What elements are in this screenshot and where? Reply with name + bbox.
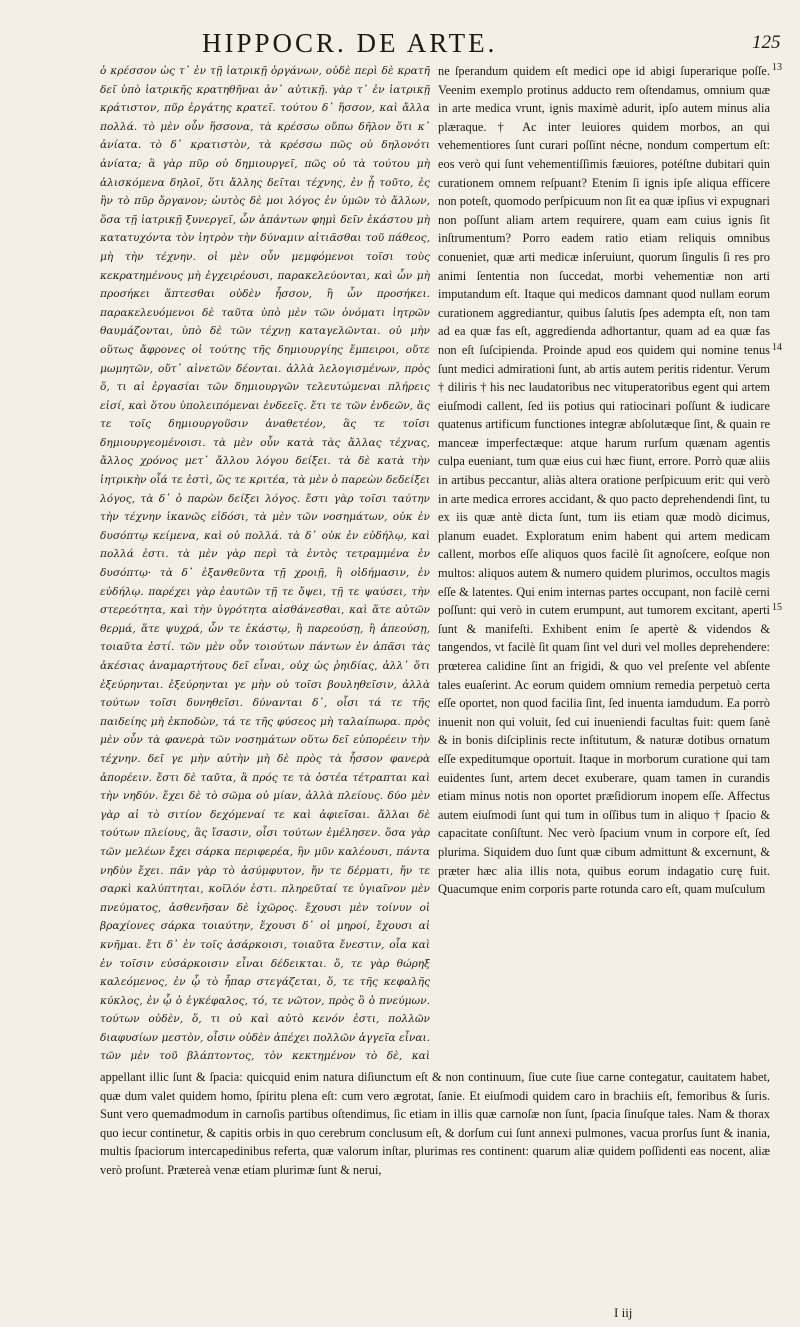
latin-text-column [438,62,770,1067]
page-header [0,22,800,62]
greek-paragraph: ὁ κρέσσον ὡς τ᾿ ἐν τῇ ἰατρικῇ ὀργάνων, οὐδὲ περὶ δὲ κρατῆ δεῖ ὑπὸ ἰατρικῆς κρατηθῆναι ἀν᾿ αὐτικῇ. γὰρ τ᾿ ἐν ἰατρικῇ κράτιστον, πῦρ ἐργάτης κρατεῖ. τούτου δ᾿ ἥσσον, καὶ ἄλλα πολλά. τὸ μὲν οὖν ἥσσονα, τὰ κρέσσω οὔπω δῆλον ὅτι κ᾿ ἀνίατα. τὸ δ᾿ κρατιστὸν, τὰ κρέσσω πῶς οὐ δηλονότι ἀνίατα; ἃ γὰρ πῦρ οὐ δημιουργεῖ, πῶς οὐ τὰ τούτου μὴ ἁλισκόμενα δηλοῖ, ὅτι ἄλλης δεῖται τέχνης, ἐν ᾗ τοῦτο, ἐς ἣν τὸ πῦρ ὄργανον; ὡυτὸς δὲ μοι λόγος ἐν ὑμῶν τὸ ἄλλων, ὅσα τῇ ἰατρικῇ ξυνεργεῖ, ὧν ἁπάντων φημὶ δεῖν ἑκάστου μὴ κατατυχόντα τὸν ἰητρὸν τὴν δύναμιν αἰτιᾶσθαι τοῦ πάθεος, μὴ τὴν τέχνην. οἱ μὲν οὖν μεμφόμενοι τοῖσι τοὺς κεκρατημένους μὴ ἐγχειρέουσι, παρακελεύονται, καὶ ὧν μὴ προσήκει ἅπτεσθαι οὐδὲν ἧσσον, ἢ ὧν προσήκει. παρακελευόμενοι δὲ ταῦτα ὑπὸ μὲν τῶν ὀνόματι ἰητρῶν θαυμάζονται, ὑπὸ δὲ τῶν τέχνῃ καταγελῶνται. οὐ μὴν οὕτως ἄφρονες οἱ τούτης τῆς δημιουργίης ἔμπειροι, οὔτε μωμητῶν, οὔτ᾿ αἰνετῶν δέονται. ἀλλὰ λελογισμένων, πρὸς ὅ, τι αἱ ἐργασίαι τῶν δημιουργῶν τελευτώμεναι πλήρεις εἰσί, καὶ ὅτου ὑπολειπόμεναι ἐνδεεῖς. ἔτι τε τῶν ἐνδεῶν, ἃς τε τοῖς δημιουργοῦσιν ἀναθετέον, ἃς τε τοῖσι δημιουργεομένοισι. τὰ μὲν οὖν κατὰ τὰς ἄλλας τέχνας, ἄλλος χρόνος μετ᾿ ἄλλου λόγου δείξει. τὰ δὲ κατὰ τὴν ἰητρικὴν οἷά τε ἐστὶ, ὥς τε κριτέα, τὰ μὲν ὁ παρεὼν δεδείξει λόγος, τὰ δ᾿ ὁ παρὼν δείξει λόγος. ἔστι γὰρ τοῖσι ταύτην τὴν τέχνην ἱκανῶς εἰδόσι, τὰ μὲν τῶν νοσημάτων, οὐκ ἐν δυσόπτῳ κείμενα, καὶ οὐ πολλά. τὰ δ᾿ οὐκ ἐν εὐδήλῳ, καὶ πολλά ἐστι. τὰ μὲν γὰρ περὶ τὰ ἐντὸς τετραμμένα ἐν δυσόπτῳ· τὰ δ᾿ ἐξανθεῦντα τῇ χροιῇ, ἢ οἰδήμασιν, ἐν εὐδήλῳ. παρέχει γὰρ ἑαυτῶν τῇ τε ὄψει, τῇ τε ψαύσει, τὴν στερεότητα, καὶ τὴν ὑγρότητα αἰσθάνεσθαι, καὶ ἅτε αὐτῶν θερμά, ἅτε ψυχρά, ὧν τε ἑκάστῳ, ἢ παρεούσῃ, ἢ ἀπεούσῃ, τοιαῦτα ἐστί. τῶν μὲν οὖν τοιούτων πάντων ἐν ἀπᾶσι τὰς ἀκέσιας ἀναμαρτήτους δεῖ εἶναι, οὐχ ὡς ῥηιδίας, ἀλλ᾿ ὅτι ἐξεύρηνται. ἐξεύρηνται γε μὴν οὐ τοῖσι βουληθεῖσιν, ἀλλὰ τούτων τοῖσι δυνηθεῖσι. δύνανται δ᾿, οἷσι τά τε τῆς παιδείης μὴ ἐκποδὼν, τά τε τῆς φύσεος μὴ ταλαίπωρα. πρὸς μὲν οὖν τὰ φανερὰ τῶν νοσημάτων οὕτω δεῖ εὐπορέειν τὴν τέχνην. δεῖ γε μὴν αὐτὴν μὴ δὲ πρὸς τὰ ἧσσον φανερὰ ἀπορέειν. ἔστι δὲ ταῦτα, ἃ πρός τε τὰ ὀστέα τέτραπται καὶ τὴν νηδύν. ἔχει δὲ τὸ σῶμα οὐ μίαν, ἀλλὰ πλείους. δύο μὲν γὰρ αἱ τὸ σιτίον δεχόμεναί τε καὶ ἀφιεῖσαι. ἄλλαι δὲ τούτων πλείους, ἃς ἴσασιν, οἷσι τούτων ἐμέλησεν. ὅσα γὰρ τῶν μελέων ἔχει σάρκα περιφερέα, ἣν μῦν καλέουσι, πάντα νηδὺν ἔχει. πᾶν γὰρ τὸ ἀσύμφυτον, ἤν τε δέρματι, ἤν τε σαρκὶ καλύπτηται, κοῖλόν ἐστι. πληρεῦταί τε ὑγιαῖνον μὲν πνεύματος, ἀσθενῆσαν δὲ ἰχῶρος. ἔχουσι μὲν τοίνυν οἱ βραχίονες σάρκα τοιαύτην, ἔχουσι δ᾿ οἱ μηροί, ἔχουσι αἱ κνῆμαι. ἔτι δ᾿ ἐν τοῖς ἀσάρκοισι, τοιαῦτα ἔνεστιν, οἷα καὶ ἐν τοῖσιν εὐσάρκοισιν εἶναι δέδεικται. ὅ, τε γὰρ θώρηξ καλεόμενος, ἐν ᾧ τὸ ἧπαρ στεγάζεται, ὅ, τε τῆς κεφαλῆς κύκλος, ἐν ᾧ ὁ ἐγκέφαλος, τό, τε νῶτον, πρὸς ὃ ὁ πνεύμων. τούτων οὐδὲν, ὅ, τι οὐ καὶ αὐτὸ κενόν ἐστι, πολλῶν διαφυσίων μεστὸν, οἷσιν οὐδὲν ἀπέχει πολλῶν ἀγγεῖα εἶναι. τῶν μὲν τοῦ βλάπτοντος, τὸν κεκτημένον τὸ δὲ, καὶ [100,65,430,1063]
page-number: 125 [752,32,781,53]
latin-paragraph: ne ſperandum quidem eſt medici ope id abigi ſuperarique poſſe. Veenim exemplo protinus adducto rem oſtendamus, omnium quæ in arte medica vrunt, ignis maximè adurit, ipſo autem minus alia plæraque. † Ac inter leuiores quidem morbos, an qui vehementiores ſunt curari poſſint nécne, nondum compertum eſt: eos verò qui ſunt vehementiſſimis fæuiores, potéſtne dubitari quin curationem omnem reſpuant? Etenim ſi ignis ipſe aliqua efficere non poteſt, quomodo perſpicuum non ſit ea quæ ipſius vi expugnari non poſſunt aliam artem requirere, quam eam cuius ignis ſit inſtrumentum? Porro eadem ratio etiam reliquis omnibus conueniet, quæ arti medicæ inſeruiunt, quorum ſingulis ſi res pro animi ſententia non ſuccedat, morbi vehementiæ non arti imputandum eſt. Itaque qui medicos damnant quod nullam eorum curationem aggrediantur, quibus ſalutis ſpes adempta eſt, non tam ad ea quæ fas eſt, aggredienda adhortantur, quam ad ea quæ fas non eſt ſuſcipienda. Proinde apud eos quidem qui nomine tenus ſunt medici admirationi ſunt, ab artis autem peritis ridentur. Verum † diliris † his nec laudatoribus nec vituperatoribus egent qui artem eiuſmodi callent, ſed iis potius qui ratiocinari poſſunt & iudicare quatenus artificum functiones integræ abſolutæque ſint, & quain re manceæ imperfectæque: atque harum rurſum quænam agentis culpa eueniant, tum quæ eius cui hæc fiunt, errore. Porrò quæ aliis in artibus peccantur, aliàs altera oratione perſpicuum erit: qui verò in arte medica errores accidant, & quo pacto deprehendendi ſint, tu ex iis quæ antè dicta ſunt, tum iis etiam quæ modò dicimus, planum euadet. Exploratum enim habent qui artem medicam callent, morbos eſſe aliquos quos facilè ſit agnoſcere, eoſque non multos: aliquos autem & numero quidem plurimos, occultos magis eſſe & latentes. Qui enim internas partes occupant, non facilè cerni poſſunt: qui verò in cutem erumpunt, aut tumorem excitant, aperti ſunt & manifeſti. Exhibent enim ſe apertè & videndos & tangendos, vt facilè ſit quam ſint vel duri vel molles deprehendere: prœterea calidine ſint an frigidi, & quo vel preſente vel abſente tales euaſerint. Ac eorum quidem omnium remedia perpetuò certa eſſe oportet, non quod facilia ſint, ſed inuenta iamdudum. Ea porrò inuenit non qui voluit, ſed cui inueniendi facultas fuit: quem ſanè & in bonis diſciplinis recte inſtitutum, & naturæ dotibus ornatum eſſe expeditumque oportuit. Itaque in morborum curatione qui tam euidentes ſunt, artem decet exuberare, quam tamen in curandis etiam minus notis non oportet præſidiorum inopem eſſe. Affectus autem eiuſmodi ſunt qui tum in oſſibus tum in aliquo † ſpacio & capacitate conſiſtunt. Nec verò ſpacium vnum in corpore eſt, ſed plurima. Siquidem duo ſunt quæ cibum admittunt & excernunt, & præter hæc alia illis nota, quibus eorum indagatio curę fuit. Quacumque enim corporis parte rotunda caro eſt, quam muſculum [438,64,770,897]
greek-text-column [100,62,430,1067]
running-title: HIPPOCR. DE ARTE. [202,28,498,58]
full-width-paragraph [100,1068,770,1180]
margin-notes [772,60,798,613]
margin-note: 13 [772,62,782,73]
margin-note: 14 [772,342,782,353]
bottom-paragraph: appellant illic ſunt & ſpacia: quicquid enim natura diſiunctum eſt & non continuum, ſiue cute ſiue carne contegatur, cauitatem habet, quæ dum valet quidem homo, ſpiritu plena eſt: cum vero ægrotat, ſanie. Et eiuſmodi quidem caro in brachiis eſt, femoribus & ſuris. Sunt vero quemadmodum in carnoſis partibus oſtendimus, ſic etiam in illis quæ carnoſæ non ſunt, ſpacia ſinuſque tales. Nam & thorax quo iecur continetur, & capitis orbis in quo cerebrum conclusum eſt, & dorſum cui ſunt annexi pulmones, vacua prorſus ſunt & inania, multis ſpaciorum intercapedinibus referta, quæ valorum inſtar, plurimas res continent: quarum aliæ quidem poſſidenti eas nocent, aliæ verò proſunt. Prætereà venæ etiam plurimæ ſunt & nerui, [100,1070,770,1177]
signature-mark: I iij [614,1305,633,1320]
margin-note: 15 [772,602,782,613]
